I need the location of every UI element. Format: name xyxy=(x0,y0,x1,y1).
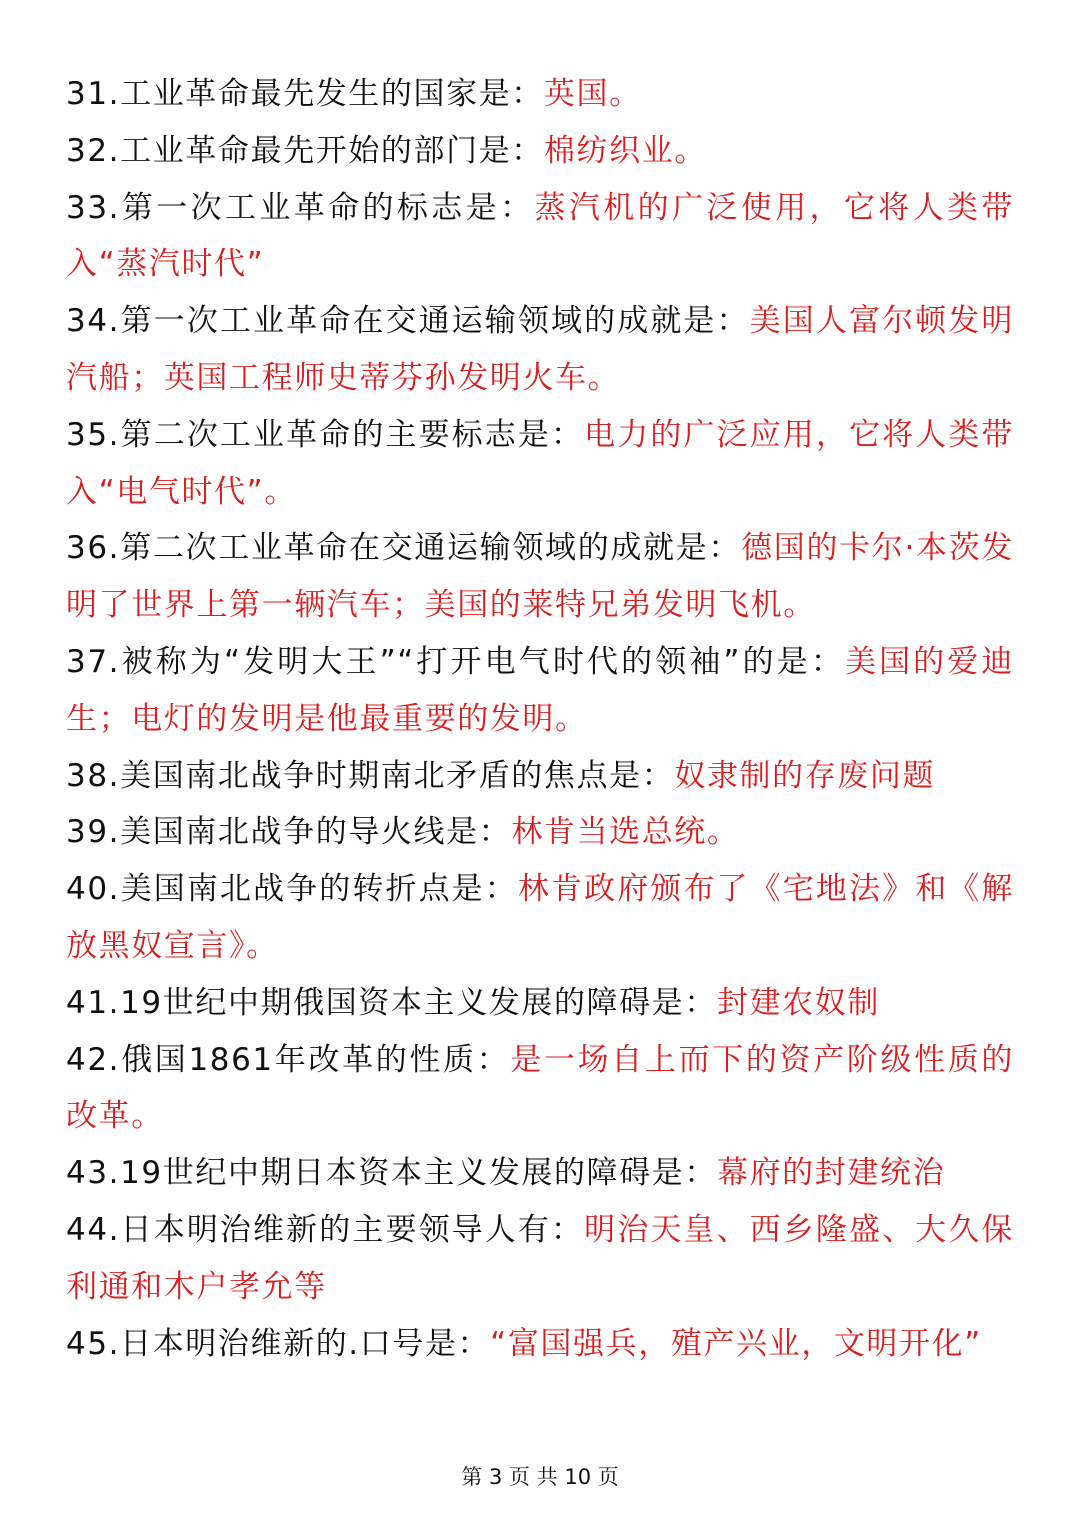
question-text: 工业革命最先发生的国家是： xyxy=(120,76,544,112)
item-number: 42. xyxy=(66,1041,121,1078)
answer-text: 林肯当选总统。 xyxy=(511,814,740,851)
answer-text: 幕府的封建统治 xyxy=(716,1155,946,1192)
answer-text: 是一场自上而下的资产阶级性质的改革。 xyxy=(66,1041,1014,1135)
question-text: 美国南北战争时期南北矛盾的焦点是： xyxy=(120,757,675,794)
question-text: 第一次工业革命的标志是： xyxy=(120,189,535,226)
answer-text: 明治天皇、西乡隆盛、大久保利通和木户孝允等 xyxy=(66,1211,1014,1305)
question-text: 第二次工业革命的主要标志是： xyxy=(120,416,585,453)
item-number: 38. xyxy=(66,757,121,794)
answer-text: 蒸汽机的广泛使用，它将人类带入“蒸汽时代” xyxy=(66,189,1014,283)
item-number: 31. xyxy=(66,76,121,112)
qa-item xyxy=(66,180,1014,294)
answer-text: 德国的卡尔·本茨发明了世界上第一辆汽车；美国的莱特兄弟发明飞机。 xyxy=(66,530,1014,624)
qa-item xyxy=(66,861,1014,975)
answer-text: 电力的广泛应用，它将人类带入“电气时代”。 xyxy=(66,416,1014,510)
answer-text: 英国。 xyxy=(543,76,642,112)
qa-item xyxy=(66,407,1014,521)
question-text: 工业革命最先开始的部门是： xyxy=(120,132,544,169)
question-text: 第一次工业革命在交通运输领域的成就是： xyxy=(120,303,750,340)
question-text: 第二次工业革命在交通运输领域的成就是： xyxy=(120,530,742,567)
qa-item xyxy=(66,520,1014,634)
item-number: 37. xyxy=(66,643,121,680)
item-number: 34. xyxy=(66,303,121,340)
qa-item xyxy=(66,1032,1014,1146)
page-footer: 第 3 页 共 10 页 xyxy=(461,1465,619,1489)
qa-item xyxy=(66,634,1014,748)
qa-item xyxy=(66,66,1014,123)
answer-text: 奴隶制的存废问题 xyxy=(674,757,936,794)
question-text: 被称为“发明大王”“打开电气时代的领袖”的是： xyxy=(120,643,845,680)
qa-list xyxy=(66,66,1014,1372)
item-number: 45. xyxy=(66,1325,121,1362)
question-text: 19世纪中期俄国资本主义发展的障碍是： xyxy=(120,984,717,1021)
question-text: 美国南北战争的转折点是： xyxy=(120,871,518,908)
item-number: 39. xyxy=(66,814,121,851)
qa-item xyxy=(66,123,1014,180)
item-number: 44. xyxy=(66,1211,121,1248)
question-text: 日本明治维新的.口号是： xyxy=(120,1325,491,1362)
answer-text: “富国强兵，殖产兴业，文明开化” xyxy=(490,1325,982,1362)
question-text: 俄国1861年改革的性质： xyxy=(120,1041,511,1078)
qa-item xyxy=(66,1316,1014,1373)
qa-item xyxy=(66,1202,1014,1316)
question-text: 日本明治维新的主要领导人有： xyxy=(120,1211,585,1248)
item-number: 41. xyxy=(66,984,121,1021)
qa-item xyxy=(66,804,1014,861)
question-text: 19世纪中期日本资本主义发展的障碍是： xyxy=(120,1155,717,1192)
answer-text: 封建农奴制 xyxy=(716,984,880,1021)
qa-item xyxy=(66,975,1014,1032)
answer-text: 林肯政府颁布了《宅地法》和《解放黑奴宣言》。 xyxy=(66,871,1015,964)
question-text: 美国南北战争的导火线是： xyxy=(120,814,512,851)
item-number: 40. xyxy=(66,871,121,908)
answer-text: 棉纺织业。 xyxy=(543,132,707,169)
item-number: 35. xyxy=(66,416,121,453)
qa-item xyxy=(66,748,1014,805)
item-number: 33. xyxy=(66,189,121,226)
qa-item xyxy=(66,293,1014,407)
answer-text: 美国人富尔顿发明汽船；英国工程师史蒂芬孙发明火车。 xyxy=(66,303,1014,396)
item-number: 43. xyxy=(66,1155,121,1192)
qa-item xyxy=(66,1145,1014,1202)
item-number: 36. xyxy=(66,530,121,567)
answer-text: 美国的爱迪生；电灯的发明是他最重要的发明。 xyxy=(66,643,1015,737)
item-number: 32. xyxy=(66,132,121,169)
